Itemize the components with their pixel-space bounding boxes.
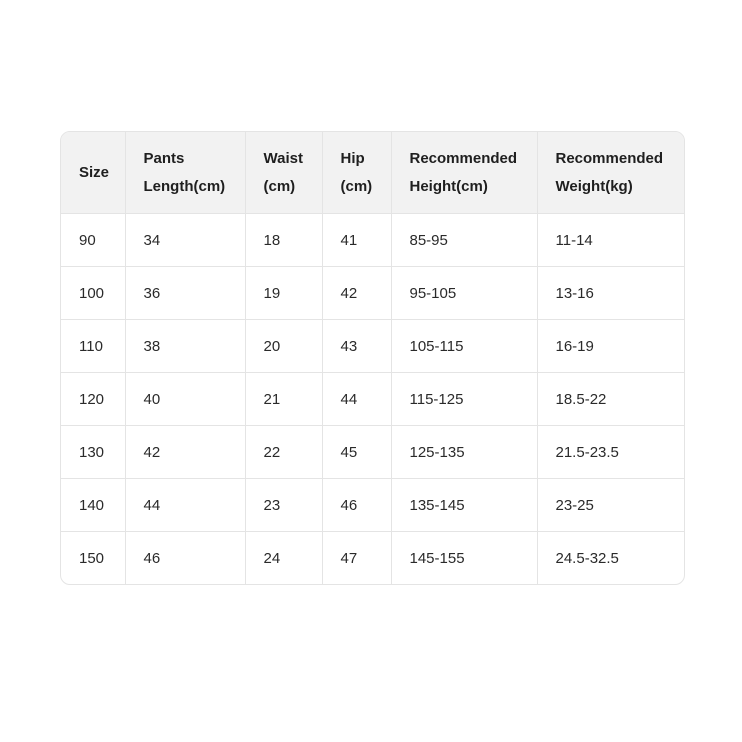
cell-recommended-height: 145-155 <box>391 532 537 585</box>
cell-size: 130 <box>61 426 125 479</box>
cell-pants-length: 36 <box>125 267 245 320</box>
cell-waist: 24 <box>245 532 322 585</box>
table-header <box>61 132 684 214</box>
header-pants-length-line1: Pants <box>143 149 185 167</box>
cell-recommended-weight: 11-14 <box>537 214 684 267</box>
header-waist <box>245 132 322 214</box>
cell-pants-length: 46 <box>125 532 245 585</box>
cell-pants-length: 34 <box>125 214 245 267</box>
cell-recommended-weight: 18.5-22 <box>537 373 684 426</box>
cell-size: 120 <box>61 373 125 426</box>
cell-recommended-height: 125-135 <box>391 426 537 479</box>
cell-pants-length: 44 <box>125 479 245 532</box>
header-recommended-height-line1: Recommended <box>409 149 518 167</box>
cell-recommended-weight: 24.5-32.5 <box>555 549 619 567</box>
header-pants-length-line2: Length(cm) <box>143 177 226 195</box>
cell-hip: 44 <box>322 373 391 426</box>
size-table <box>61 132 684 584</box>
table-row <box>61 373 684 426</box>
cell-hip: 42 <box>322 267 391 320</box>
cell-size: 90 <box>61 214 125 267</box>
header-recommended-height-line2: Height(cm) <box>409 177 488 195</box>
header-size <box>61 132 125 214</box>
cell-waist: 20 <box>245 320 322 373</box>
cell-hip: 43 <box>322 320 391 373</box>
table-row <box>61 479 684 532</box>
cell-waist: 21 <box>245 373 322 426</box>
header-pants-length <box>125 132 245 214</box>
cell-recommended-height: 105-115 <box>391 320 537 373</box>
header-size-line1: Size <box>79 163 110 181</box>
header-recommended-height <box>391 132 537 214</box>
cell-recommended-height: 85-95 <box>391 214 537 267</box>
header-row <box>61 132 684 214</box>
table-row <box>61 320 684 373</box>
cell-recommended-weight: 21.5-23.5 <box>537 426 684 479</box>
cell-recommended-height: 115-125 <box>391 373 537 426</box>
table-body <box>61 214 684 585</box>
header-recommended-weight <box>537 132 684 214</box>
table-row <box>61 532 684 585</box>
cell-hip: 47 <box>322 532 391 585</box>
cell-recommended-weight: 13-16 <box>537 267 684 320</box>
cell-waist: 22 <box>245 426 322 479</box>
cell-hip: 45 <box>322 426 391 479</box>
cell-waist: 18 <box>245 214 322 267</box>
table-row <box>61 214 684 267</box>
cell-recommended-weight: 16-19 <box>537 320 684 373</box>
table-row <box>61 267 684 320</box>
header-hip-line2: (cm) <box>340 177 373 195</box>
table-row <box>61 426 684 479</box>
cell-waist: 19 <box>245 267 322 320</box>
header-recommended-weight-line2: Weight(kg) <box>555 177 633 195</box>
cell-recommended-weight: 23-25 <box>537 479 684 532</box>
header-hip <box>322 132 391 214</box>
cell-hip: 46 <box>322 479 391 532</box>
cell-hip: 41 <box>322 214 391 267</box>
cell-recommended-height: 135-145 <box>391 479 537 532</box>
header-recommended-weight-line1: Recommended <box>555 149 664 167</box>
cell-pants-length: 38 <box>125 320 245 373</box>
size-chart-table <box>60 131 685 585</box>
cell-size: 110 <box>61 320 125 373</box>
header-waist-line2: (cm) <box>263 177 296 195</box>
cell-pants-length: 42 <box>125 426 245 479</box>
cell-pants-length: 40 <box>125 373 245 426</box>
cell-waist: 23 <box>245 479 322 532</box>
cell-size: 150 <box>61 532 125 585</box>
cell-size: 140 <box>61 479 125 532</box>
header-waist-line1: Waist <box>263 149 303 167</box>
header-hip-line1: Hip <box>340 149 365 167</box>
cell-recommended-height: 95-105 <box>391 267 537 320</box>
cell-size: 100 <box>61 267 125 320</box>
